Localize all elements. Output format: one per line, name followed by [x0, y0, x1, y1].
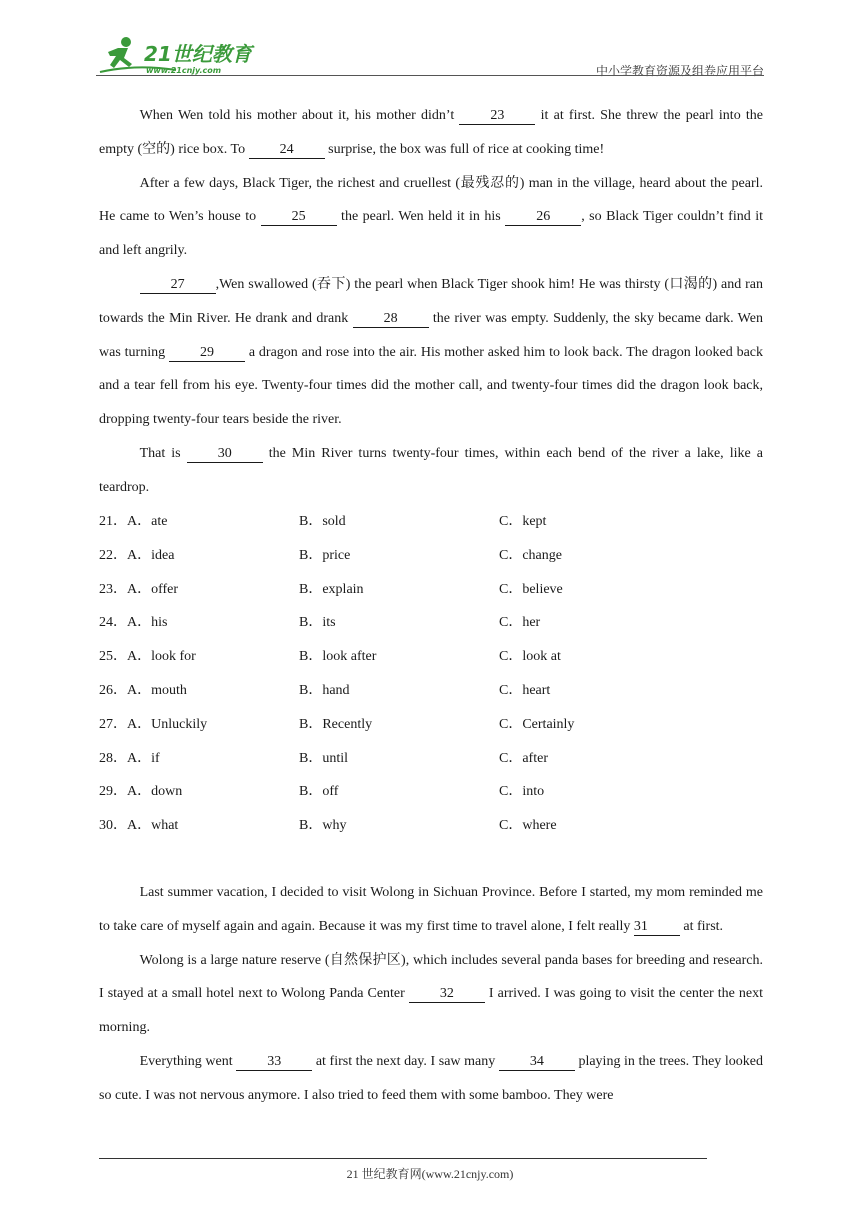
- blank-33: 33: [236, 1054, 312, 1071]
- blank-34: 34: [499, 1054, 575, 1071]
- passage-1: [99, 99, 763, 505]
- svg-text:www.21cnjy.com: www.21cnjy.com: [146, 66, 222, 75]
- svg-text:21世纪教育: 21世纪教育: [144, 42, 252, 66]
- blank-27: 27: [140, 277, 216, 294]
- paragraph: 27 ,Wen swallowed (吞下) the pearl when Black Tiger shook him! He was thirsty (口渴的) and ran towards the Min River. He drank and drank 28 the river was empty. Suddenly, the sky became dark. Wen was turning 29 a dragon and rose into the air. His mother asked him to look back. The dragon looked back and a tear fell from his eye. Twenty-four times did the mother call, and twenty-four times did the dragon look back, dropping twenty-four tears beside the river.: [99, 276, 763, 428]
- option-row: 22．A．idea B．price C．change: [99, 547, 562, 563]
- answer-options: [99, 505, 763, 843]
- blank-29: 29: [169, 345, 245, 362]
- paragraph: After a few days, Black Tiger, the richest and cruellest (最残忍的) man in the village, heard about the pearl. He came to Wen’s house to 25 the pearl. Wen held it in his 26 , so Black Tiger couldn’t find it and left angrily.: [99, 175, 763, 259]
- passage-2: [99, 876, 763, 1113]
- logo-21cnjy: [96, 34, 266, 78]
- blank-31: 31: [634, 919, 680, 936]
- paragraph: Wolong is a large nature reserve (自然保护区), which includes several panda bases for breeding and research. I stayed at a small hotel next to Wolong Panda Center 32 I arrived. I was going to visit the center the next morning.: [99, 952, 763, 1036]
- blank-23: 23: [459, 108, 535, 125]
- blank-30: 30: [187, 446, 263, 463]
- page-header: [96, 34, 764, 78]
- option-row: 29．A．down B．off C．into: [99, 784, 545, 800]
- footer-text: 21 世纪教育网(www.21cnjy.com): [346, 1167, 514, 1181]
- header-rule: [96, 75, 764, 76]
- paragraph: Everything went 33 at first the next day. I saw many 34 playing in the trees. They looked so cute. I was not nervous anymore. I also tried to feed them with some bamboo. They were: [99, 1053, 763, 1103]
- option-row: 28．A．if B．until C．after: [99, 750, 548, 766]
- blank-28: 28: [353, 311, 429, 328]
- option-row: 27．A．Unluckily B．Recently C．Certainly: [99, 716, 575, 732]
- option-row: 24．A．his B．its C．her: [99, 615, 541, 631]
- option-row: 25．A．look for B．look after C．look at: [99, 649, 561, 665]
- blank-32: 32: [409, 986, 485, 1003]
- paragraph: That is 30 the Min River turns twenty-four times, within each bend of the river a lake, like a teardrop.: [99, 445, 763, 495]
- footer-rule: [99, 1158, 707, 1159]
- option-row: 21．A．ate B．sold C．kept: [99, 514, 547, 529]
- blank-25: 25: [261, 209, 337, 226]
- header-platform-text: 中小学教育资源及组卷应用平台: [595, 64, 764, 78]
- paragraph: When Wen told his mother about it, his mother didn’t 23 it at first. She threw the pearl into the empty (空的) rice box. To 24 surprise, the box was full of rice at cooking time!: [99, 108, 763, 157]
- option-row: 26．A．mouth B．hand C．heart: [99, 682, 551, 698]
- option-row: 23．A．offer B．explain C．believe: [99, 581, 563, 597]
- blank-26: 26: [505, 209, 581, 226]
- blank-24: 24: [249, 142, 325, 159]
- option-row: 30．A．what B．why C．where: [99, 818, 557, 834]
- paragraph: Last summer vacation, I decided to visit Wolong in Sichuan Province. Before I started, my mom reminded me to take care of myself again and again. Because it was my first time to travel alone, I felt really 31 at first.: [99, 885, 763, 934]
